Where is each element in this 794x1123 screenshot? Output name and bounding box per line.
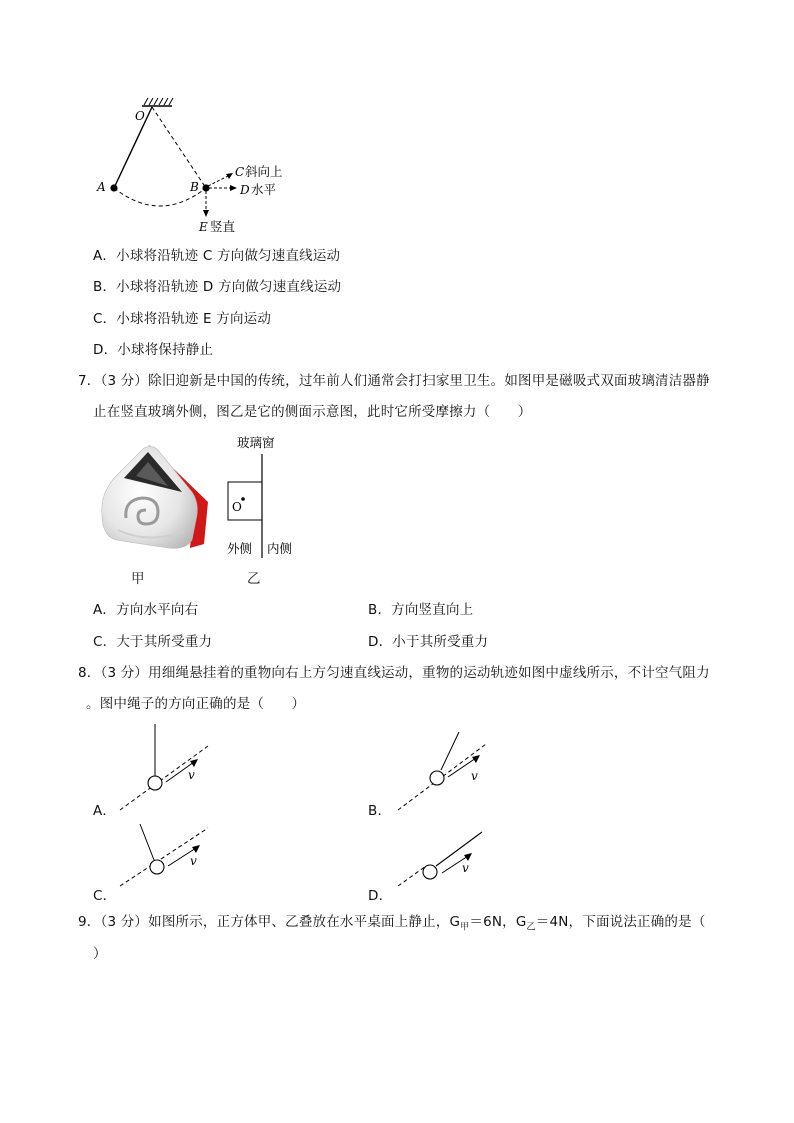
q8-figure-a	[118, 724, 218, 816]
q8-option-d-label: D．	[368, 888, 393, 904]
label-c: C	[235, 165, 245, 179]
weight-ball	[430, 771, 444, 785]
q9-sub-yi: 乙	[526, 922, 536, 933]
label-o-side: O	[232, 500, 242, 514]
outside-label: 外侧	[227, 541, 253, 556]
q6-option-d: D．小球将保持静止	[93, 342, 214, 358]
velocity-label: v	[462, 861, 469, 875]
label-d-text: 水平	[251, 182, 277, 197]
q9-stem-mid: ＝6N，G	[469, 914, 527, 930]
q7-stem-line2: 止在竖直玻璃外侧，图乙是它的侧面示意图，此时它所受摩擦力（ ）	[93, 404, 532, 420]
q9-stem-line1	[78, 912, 706, 938]
glass-cleaner-photo	[96, 440, 216, 555]
q9-stem-suffix: ＝4N，下面说法正确的是（	[535, 914, 706, 930]
q7-stem-line1: 7．（3 分）除旧迎新是中国的传统，过年前人们通常会打扫家里卫生。如图甲是磁吸式双面玻璃清洁器静	[78, 373, 710, 389]
q9-stem-prefix: 9．（3 分）如图所示，正方体甲、乙叠放在水平桌面上静止，G	[78, 914, 461, 930]
rope	[441, 732, 459, 770]
trajectory-dashed	[398, 866, 426, 886]
trajectory-dashed	[120, 746, 208, 810]
q7-option-d: D．小于其所受重力	[368, 634, 489, 650]
ceiling-hatch	[144, 98, 173, 105]
string-ob-dashed	[152, 107, 206, 188]
glass-cleaner-illustration	[96, 440, 216, 555]
velocity-label: v	[188, 768, 195, 782]
q8-stem-line2: 。图中绳子的方向正确的是（ ）	[86, 696, 306, 712]
q6-option-b: B．小球将沿轨迹 D 方向做匀速直线运动	[93, 279, 342, 295]
side-schematic	[222, 434, 312, 559]
label-a: A	[97, 180, 106, 194]
label-c-text: 斜向上	[245, 164, 283, 179]
arrow-e-head	[203, 210, 209, 217]
glass-window-label: 玻璃窗	[237, 435, 275, 450]
pendulum-figure	[90, 96, 320, 238]
string-oa	[114, 107, 152, 188]
caption-yi: 乙	[247, 571, 261, 587]
q7-option-c: C．大于其所受重力	[93, 634, 213, 650]
arrow-d-head	[230, 185, 237, 191]
inside-label: 内侧	[267, 541, 293, 556]
q7-option-b: B．方向竖直向上	[368, 602, 474, 618]
rope	[140, 824, 154, 860]
side-schematic-diagram	[222, 434, 312, 559]
velocity-arrowhead	[464, 853, 472, 861]
q6-option-c: C．小球将沿轨迹 E 方向运动	[93, 311, 272, 327]
label-e-text: 竖直	[210, 219, 236, 234]
q8-option-a-label: A．	[93, 803, 117, 819]
q8-option-b-label: B．	[368, 803, 392, 819]
q9-stem-line2: ）	[93, 946, 107, 962]
arrow-c-line	[208, 175, 230, 186]
q9-sub-jia: 甲	[460, 922, 470, 933]
q8-figure-d	[396, 826, 496, 892]
label-d: D	[240, 183, 250, 197]
pendulum-diagram	[90, 96, 320, 238]
q8-option-c-label: C．	[93, 888, 117, 904]
weight-ball	[423, 865, 437, 879]
q8-stem-line1: 8．（3 分）用细绳悬挂着的重物向右上方匀速直线运动，重物的运动轨迹如图中虚线所示，不计空气阻力	[78, 665, 710, 681]
rope	[436, 832, 482, 866]
label-e: E	[199, 220, 208, 234]
q6-option-a: A．小球将沿轨迹 C 方向做匀速直线运动	[93, 248, 341, 264]
q8-figure-c	[118, 822, 218, 892]
ball-a	[110, 184, 117, 191]
velocity-arrowhead	[192, 845, 200, 853]
velocity-label: v	[190, 854, 197, 868]
caption-jia: 甲	[131, 571, 145, 587]
velocity-arrowhead	[190, 759, 198, 767]
label-o: O	[135, 109, 145, 123]
weight-ball	[150, 860, 164, 874]
q8-figure-b	[396, 730, 496, 816]
velocity-arrowhead	[472, 755, 480, 763]
label-b: B	[190, 180, 199, 194]
weight-ball	[148, 776, 162, 790]
velocity-label: v	[471, 769, 478, 783]
q7-option-a: A．方向水平向右	[93, 602, 199, 618]
